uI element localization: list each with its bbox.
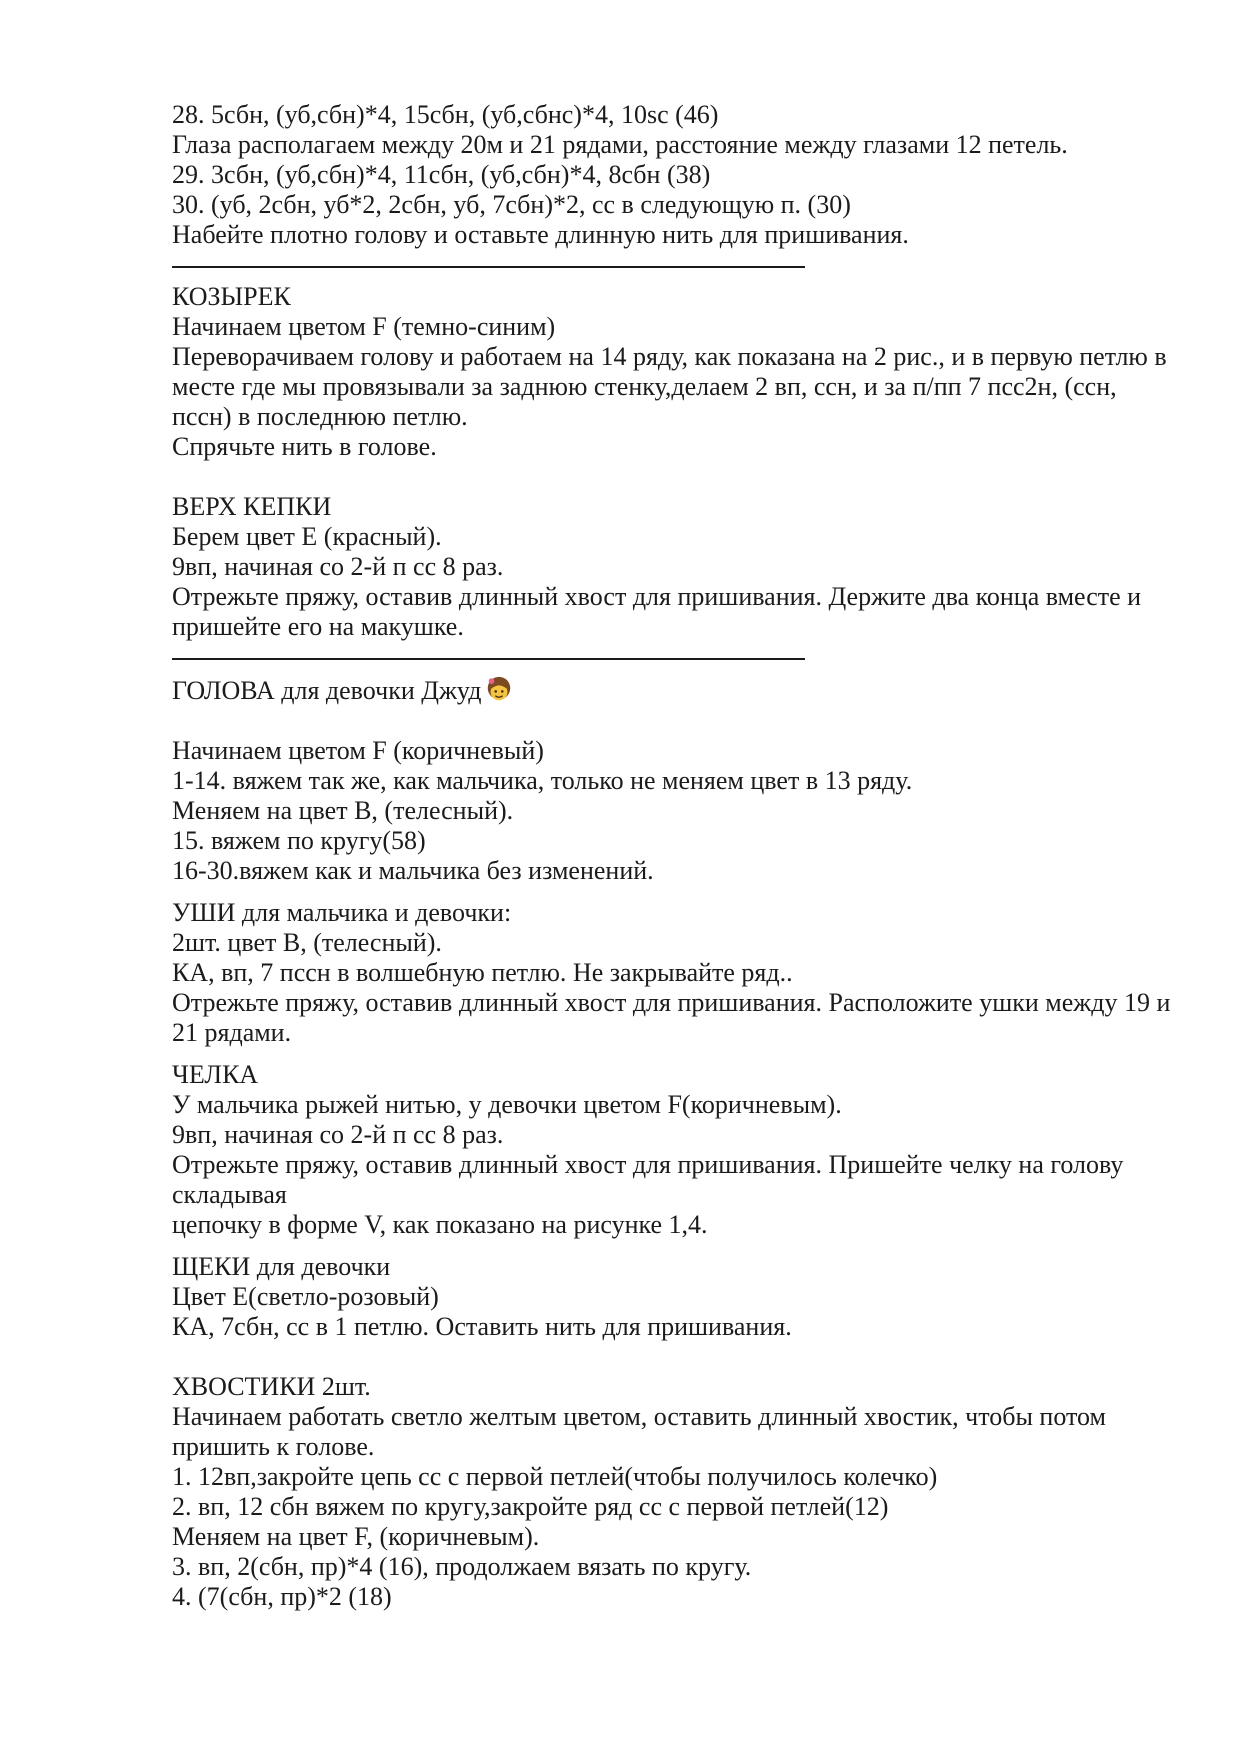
blank-line [172,462,1164,492]
blank-line [172,1342,1164,1372]
pattern-line: 1-14. вяжем так же, как мальчика, только не меняем цвет в 13 ряду. [172,766,913,795]
pattern-line: 15. вяжем по кругу(58) [172,826,426,855]
pattern-line: цепочку в форме V, как показано на рисунке 1,4. [172,1210,708,1239]
section-scheki [172,1252,1164,1342]
pattern-line: пришить к голове. [172,1432,375,1461]
pattern-line: 2. вп, 12 сбн вяжем по кругу,закройте ряд сс с первой петлей(12) [172,1492,889,1521]
pattern-line: Глаза располагаем между 20м и 21 рядами, расстояние между глазами 12 петель. [172,130,1068,159]
section-head-finish [172,100,1164,250]
section-verh-kepki [172,492,1164,642]
section-heading: УШИ для мальчика и девочки: [172,898,512,927]
pattern-line: У мальчика рыжей нитью, у девочки цветом F(коричневым). [172,1090,842,1119]
blank-line [172,706,1164,736]
section-heading: КОЗЫРЕК [172,282,291,311]
girl-emoji [484,674,514,713]
pattern-line: 9вп, начиная со 2-й п сс 8 раз. [172,1120,504,1149]
section-hvostiki [172,1372,1164,1612]
section-heading [172,674,1164,706]
pattern-line: пришейте его на макушке. [172,612,464,641]
pattern-line: 3. вп, 2(сбн, пр)*4 (16), продолжаем вязать по кругу. [172,1552,752,1581]
pattern-line: месте где мы провязывали за заднюю стенку,делаем 2 вп, ссн, и за п/пп 7 псс2н, (ссн, [172,372,1117,401]
pattern-line: 2шт. цвет B, (телесный). [172,928,442,957]
pattern-line: 9вп, начиная со 2-й п сс 8 раз. [172,552,504,581]
pattern-line: 28. 5сбн, (уб,сбн)*4, 15сбн, (уб,сбнс)*4, 10sc (46) [172,100,719,129]
pattern-line: Меняем на цвет B, (телесный). [172,796,514,825]
section-golova-girl [172,674,1164,886]
pattern-line: Отрежьте пряжу, оставив длинный хвост для пришивания. Пришейте челку на голову [172,1150,1124,1179]
section-divider [172,658,805,660]
pattern-line: КА, вп, 7 пссн в волшебную петлю. Не закрывайте ряд.. [172,958,793,987]
section-kozyrek [172,282,1167,462]
pattern-line: 29. 3сбн, (уб,сбн)*4, 11сбн, (уб,сбн)*4, 8сбн (38) [172,160,711,189]
section-gap [172,886,1164,898]
pattern-line: КА, 7сбн, сс в 1 петлю. Оставить нить для пришивания. [172,1312,792,1341]
section-heading-text: ГОЛОВА для девочки Джуд [172,676,482,705]
pattern-line: Начинаем цветом F (темно-синим) [172,312,556,341]
pattern-line: Цвет E(светло-розовый) [172,1282,439,1311]
section-heading: ХВОСТИКИ 2шт. [172,1372,371,1401]
pattern-line: Меняем на цвет F, (коричневым). [172,1522,540,1551]
pattern-line: Переворачиваем голову и работаем на 14 ряду, как показана на 2 рис., и в первую петлю в [172,342,1167,371]
section-heading: ВЕРХ КЕПКИ [172,492,332,521]
section-heading: ЩЕКИ для девочки [172,1252,391,1281]
pattern-line: Начинаем цветом F (коричневый) [172,736,544,765]
pattern-line: Начинаем работать светло желтым цветом, оставить длинный хвостик, чтобы потом [172,1402,1106,1431]
section-ushi [172,898,1171,1048]
pattern-line: Спрячьте нить в голове. [172,432,437,461]
pattern-line: складывая [172,1180,287,1209]
pattern-line: пссн) в последнюю петлю. [172,402,468,431]
pattern-line: 30. (уб, 2сбн, уб*2, 2сбн, уб, 7сбн)*2, сс в следующую п. (30) [172,190,851,219]
section-gap [172,1048,1164,1060]
section-divider [172,266,805,268]
pattern-line: 4. (7(сбн, пр)*2 (18) [172,1582,392,1611]
pattern-line: 21 рядами. [172,1018,292,1047]
pattern-line: Отрежьте пряжу, оставив длинный хвост для пришивания. Держите два конца вместе и [172,582,1142,611]
pattern-line: 16-30.вяжем как и мальчика без изменений. [172,856,654,885]
pattern-line: Отрежьте пряжу, оставив длинный хвост для пришивания. Расположите ушки между 19 и [172,988,1171,1017]
section-gap [172,1240,1164,1252]
pattern-line: Берем цвет E (красный). [172,522,442,551]
section-heading: ЧЕЛКА [172,1060,259,1089]
section-chelka [172,1060,1164,1240]
pattern-line: Набейте плотно голову и оставьте длинную нить для пришивания. [172,220,909,249]
pattern-line: 1. 12вп,закройте цепь сс с первой петлей(чтобы получилось колечко) [172,1462,938,1491]
